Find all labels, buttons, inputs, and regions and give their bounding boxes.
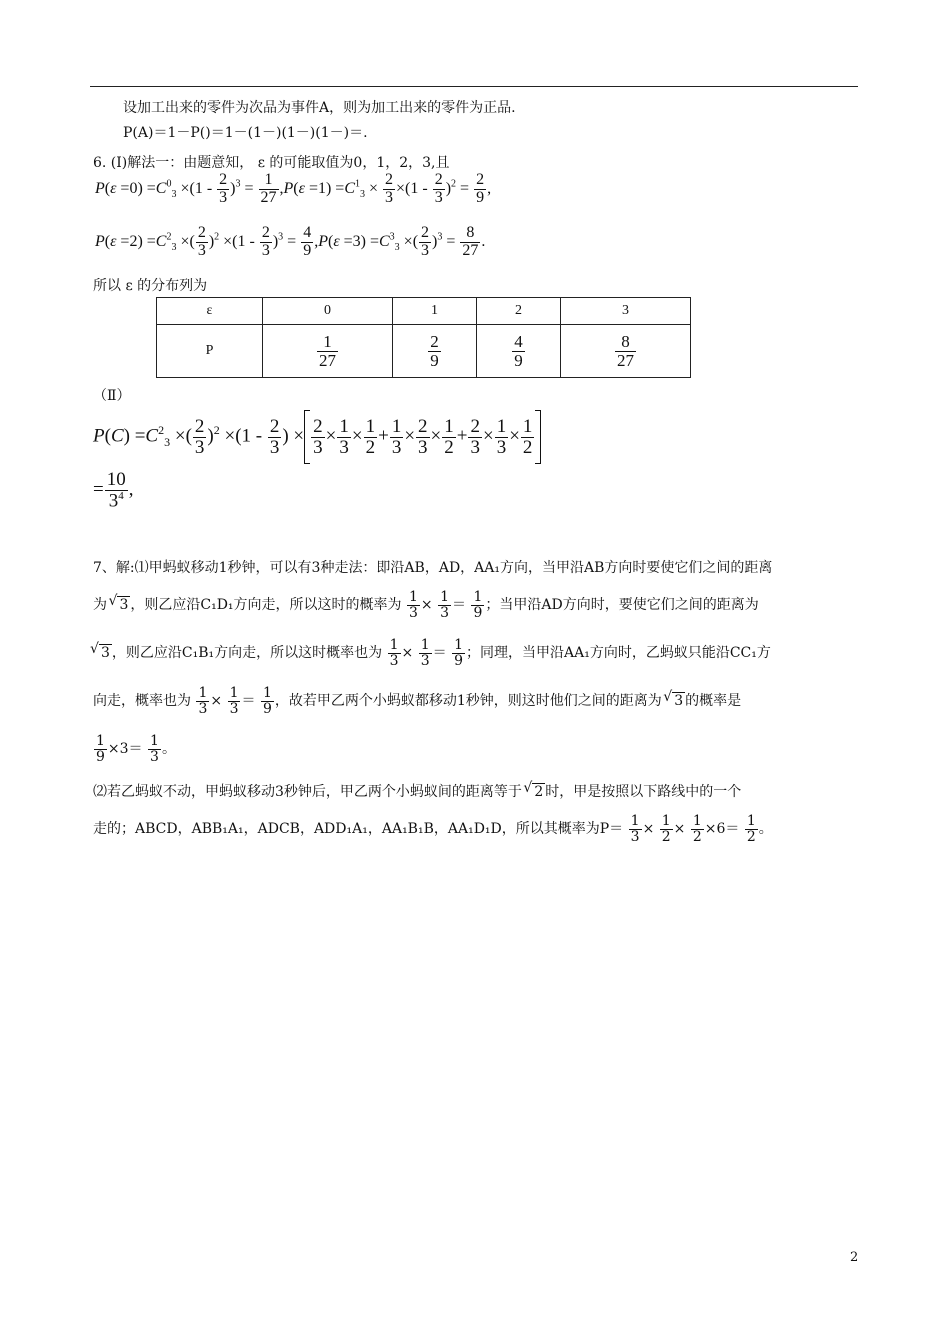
equation-result: = $\frac{10}{3^4}$ , bbox=[93, 469, 134, 512]
table-cell: $\frac{8}{27}$ bbox=[560, 325, 690, 378]
q7-line-3: √ 3 ，则乙应沿C₁B₁方向走，所以这时概率也为 $\frac{1}{3}$ × $\frac{1}{3}$ ＝ $\frac{1}{9}$ ；同理，当甲沿AA₁方向时，乙蚂蚁只能沿CC₁方 bbox=[93, 638, 771, 668]
table-cell: $\frac{1}{27}$ bbox=[263, 325, 393, 378]
equation-p2-p3: $P(\varepsilon =2) =C^2_3$ ×( $\frac{2}{3}$ )$^2$ ×(1 - $\frac{2}{3}$ )$^3$ = $\frac{4}{9}$ $,P(\varepsilon =3) =C^3_3$ ×( $\frac{2}{3}$ )$^3$ = $\frac{8}{27}$ . bbox=[95, 224, 486, 259]
q7-line-1: 7、解:⑴甲蚂蚁移动1秒钟，可以有3种走法：即沿AB，AD，AA₁方向，当甲沿AB方向时要使它们之间的距离 bbox=[93, 560, 773, 576]
distribution-table bbox=[156, 297, 691, 378]
table-header: 0 bbox=[263, 298, 393, 325]
table-header: 1 bbox=[393, 298, 477, 325]
page-number: 2 bbox=[850, 1250, 859, 1265]
table-cell: $\frac{4}{9}$ bbox=[476, 325, 560, 378]
part-2-label: （Ⅱ） bbox=[93, 388, 131, 404]
q7-line-4: 向走，概率也为 $\frac{1}{3}$ × $\frac{1}{3}$ ＝ $\frac{1}{9}$ ，故若甲乙两个小蚂蚁都移动1秒钟，则这时他们之间的距离为 √ 3 的概率是 bbox=[93, 686, 741, 716]
table-header: 3 bbox=[560, 298, 690, 325]
header-rule bbox=[90, 86, 858, 87]
table-header: ε bbox=[157, 298, 263, 325]
q6-intro: 6. (Ⅰ)解法一：由题意知， ε 的可能取值为0，1，2，3,且 bbox=[93, 155, 450, 171]
table-cell: $\frac{2}{9}$ bbox=[393, 325, 477, 378]
equation-pc: $P(C) =C^2_3$ ×( $\frac{2}{3}$ )$^2$ ×(1 - $\frac{2}{3}$ ) × $\frac{2}{3}$ × $\frac{1}{3}$ × $\frac{1}{2}$ + $\frac{1}{3}$ × $\frac{2}{3}$ × $\frac{1}{2}$ + $\frac{2}{3}$ × $\frac{1}{3}$ × $\frac{1}{2}$ bbox=[93, 410, 541, 464]
q7-line-2: 为 √ 3 ，则乙应沿C₁D₁方向走，所以这时的概率为 $\frac{1}{3}$ × $\frac{1}{3}$ ＝ $\frac{1}{9}$ ；当甲沿AD方向时，要使它们之间的距离为 bbox=[93, 590, 759, 620]
text-line: 设加工出来的零件为次品为事件A，则为加工出来的零件为正品. bbox=[123, 100, 516, 116]
q7-line-7: 走的；ABCD，ABB₁A₁，ADCB，ADD₁A₁，AA₁B₁B，AA₁D₁D，所以其概率为P＝ $\frac{1}{3}$ × $\frac{1}{2}$ × $\frac{1}{2}$ ×6＝ $\frac{1}{2}$ 。 bbox=[93, 813, 773, 845]
q7-line-6: ⑵若乙蚂蚁不动，甲蚂蚁移动3秒钟后，甲乙两个小蚂蚁间的距离等于 √ 2 时，甲是按照以下路线中的一个 bbox=[93, 781, 741, 801]
table-row-label: P bbox=[157, 325, 263, 378]
equation-p0-p1: $P(\varepsilon =0) =C^0_3 \times(1$ - $\frac{2}{3}$ )$^3$ = $\frac{1}{27}$ $,P(\varepsilon =1) =C^1_3$ × $\frac{2}{3}$ ×(1 - $\frac{2}{3}$ )$^2$ = $\frac{2}{9}$ , bbox=[95, 171, 492, 206]
dist-label: 所以 ε 的分布列为 bbox=[93, 278, 208, 294]
q7-line-5: $\frac{1}{9}$ ×3＝ $\frac{1}{3}$ 。 bbox=[96, 733, 176, 765]
table-header: 2 bbox=[476, 298, 560, 325]
text-line: P(A)＝1－P()＝1－(1－)(1－)(1－)＝. bbox=[123, 125, 368, 141]
